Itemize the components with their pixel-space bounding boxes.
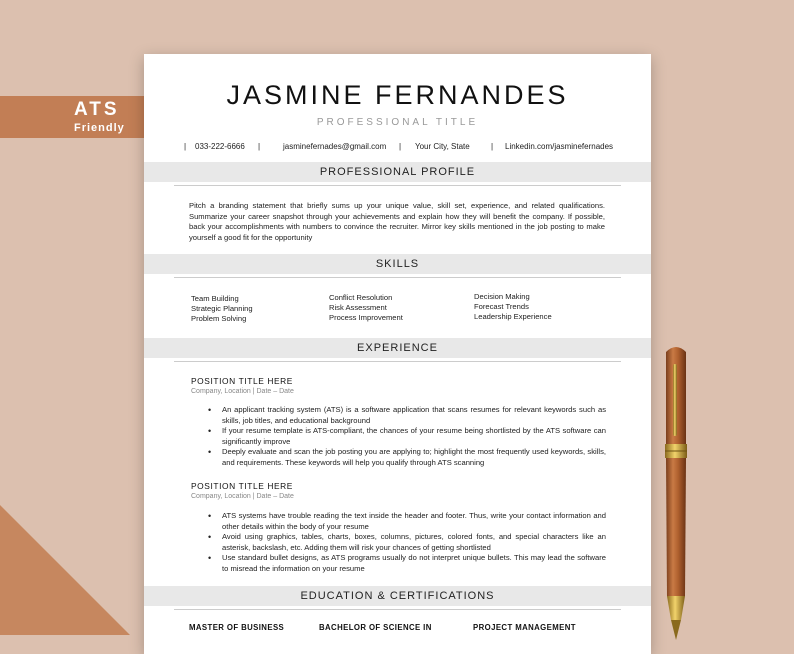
skill-item: Conflict Resolution (329, 293, 393, 302)
position-bullets (222, 405, 606, 468)
bullet-item: • Deeply evaluate and scan the job posting you are applying to; highlight the most frequently used keywords, skills, and requirements. These keywords will help you qualify through ATS scanning (222, 447, 606, 468)
section-divider (174, 361, 621, 362)
badge-subtitle: Friendly (74, 122, 125, 134)
contact-separator: | (491, 142, 494, 151)
contact-separator: | (184, 142, 187, 151)
section-header-skills: SKILLS (144, 254, 651, 274)
skill-item: Process Improvement (329, 313, 403, 322)
section-header-education: EDUCATION & CERTIFICATIONS (144, 586, 651, 606)
section-header-experience: EXPERIENCE (144, 338, 651, 358)
skill-item: Problem Solving (191, 314, 247, 323)
skill-item: Risk Assessment (329, 303, 387, 312)
bullet-item: • If your resume template is ATS-compliant, the chances of your resume being shortlisted by the ATS software can significantly improve (222, 426, 606, 447)
bullet-item: • ATS systems have trouble reading the text inside the header and footer. Thus, write your contact information and other details within the body of your resume (222, 511, 606, 532)
bullet-item: • Avoid using graphics, tables, charts, boxes, columns, pictures, colored fonts, and special characters like an asterisk, backslash, etc. Adding them will risk your chances of getting shortlisted (222, 532, 606, 553)
contact-phone: 033-222-6666 (195, 142, 245, 151)
education-item: MASTER OF BUSINESS (189, 623, 285, 632)
position-bullets (222, 511, 606, 574)
position-meta: Company, Location | Date – Date (191, 388, 294, 395)
badge-title: ATS (74, 99, 120, 120)
position-title: POSITION TITLE HERE (191, 481, 293, 491)
education-item: BACHELOR OF SCIENCE IN (319, 623, 432, 632)
position-meta: Company, Location | Date – Date (191, 493, 294, 500)
position-title: POSITION TITLE HERE (191, 376, 293, 386)
section-divider (174, 185, 621, 186)
education-item: PROJECT MANAGEMENT (473, 623, 576, 632)
section-header-profile: PROFESSIONAL PROFILE (144, 162, 651, 182)
resume-page (144, 54, 651, 654)
section-divider (174, 277, 621, 278)
pen-icon (660, 344, 692, 644)
contact-email: jasminefernades@gmail.com (283, 142, 387, 151)
skill-item: Decision Making (474, 292, 530, 301)
resume-name: JASMINE FERNANDES (226, 80, 569, 110)
bullet-item: • An applicant tracking system (ATS) is a software application that scans resumes for relevant keywords such as skills, job titles, and educational background (222, 405, 606, 426)
bullet-item: • Use standard bullet designs, as ATS programs usually do not interpret unique bullets. This may lead the software to misread the information on your resume (222, 553, 606, 574)
contact-separator: | (399, 142, 402, 151)
ats-friendly-badge (0, 96, 150, 138)
skill-item: Team Building (191, 294, 239, 303)
resume-title: PROFESSIONAL TITLE (316, 117, 479, 128)
contact-location: Your City, State (415, 142, 470, 151)
contact-linkedin: Linkedin.com/jasminefernades (505, 142, 614, 151)
contact-separator: | (258, 142, 261, 151)
section-divider (174, 609, 621, 610)
skill-item: Forecast Trends (474, 302, 529, 311)
decorative-triangle (0, 505, 130, 635)
profile-summary: Pitch a branding statement that briefly sums up your unique value, skill set, experience, and related qualifications. Summarize your career snapshot through your achievements and explain how they will benefit the company. If possible, back your accomplishments with numbers to convince the recruiter. Mirror key skills mentioned in the job posting to make yourself a good fit for the opportunity (189, 201, 605, 242)
skill-item: Leadership Experience (474, 312, 552, 321)
skill-item: Strategic Planning (191, 304, 253, 313)
